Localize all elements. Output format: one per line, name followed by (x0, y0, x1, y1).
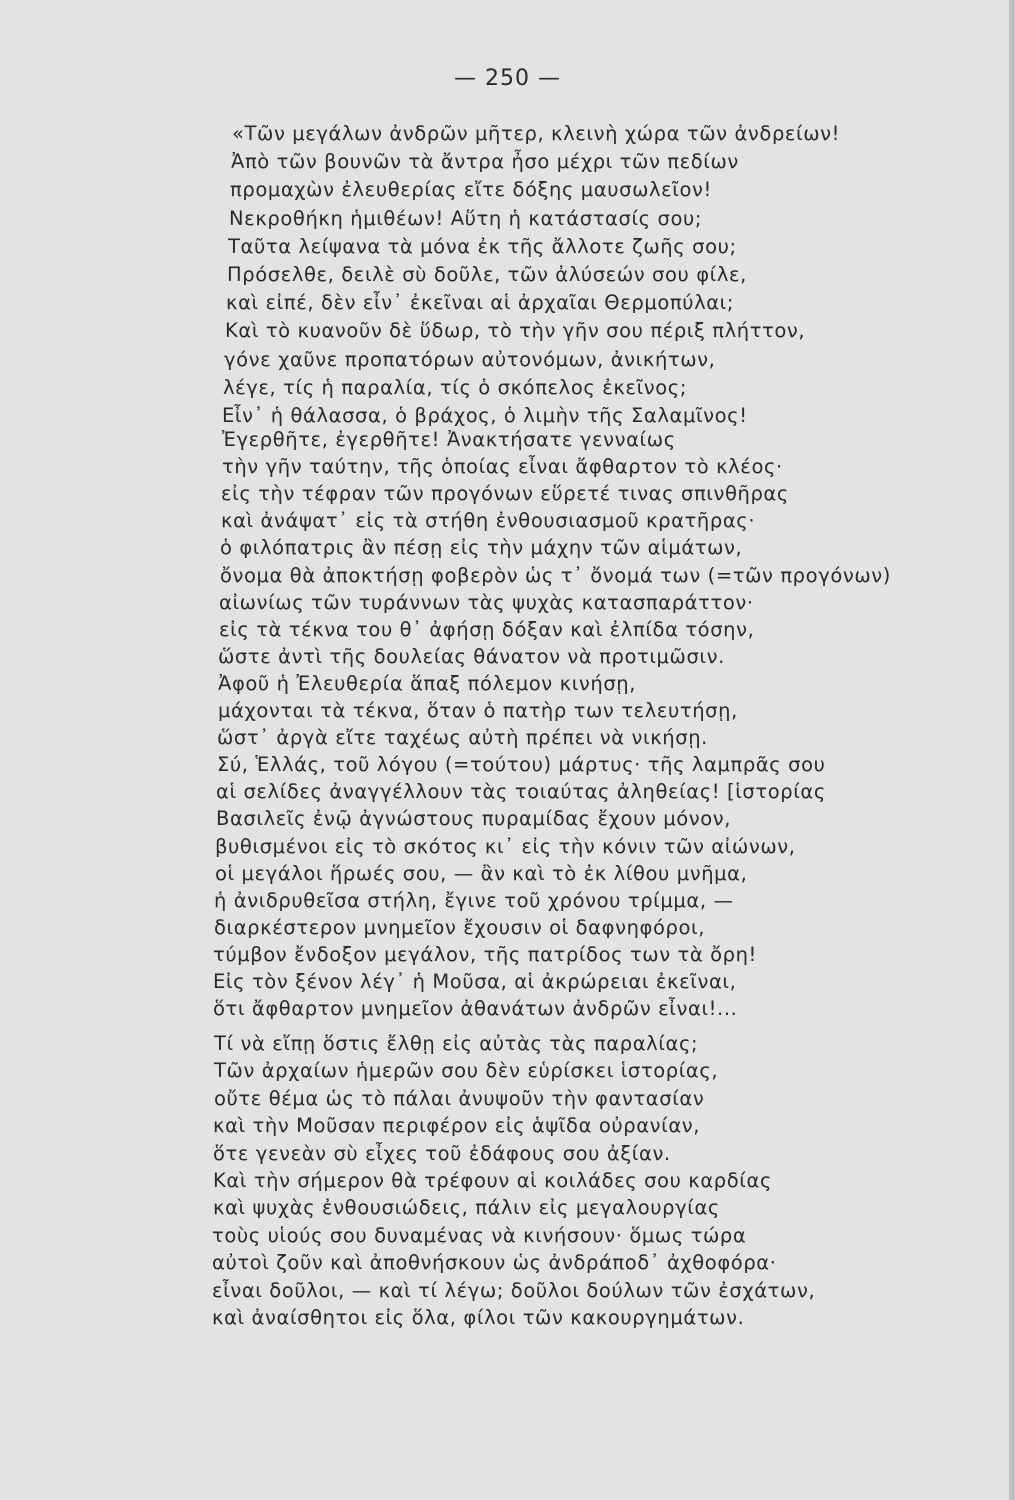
poem-line: γόνε χαῦνε προπατόρων αὐτονόμων, ἀνικήτων, (224, 347, 716, 371)
poem-line: Εἶν᾽ ἡ θάλασσα, ὁ βράχος, ὁ λιμὴν τῆς Σαλαμῖνος! (222, 404, 748, 427)
poem-line: καὶ ἀνάψατ᾽ εἰς τὰ στήθη ἐνθουσιασμοῦ κρατῆρας· (221, 509, 756, 533)
poem-line: διαρκέστερον μνημεῖον ἔχουσιν οἱ δαφνηφόροι, (214, 915, 706, 939)
poem-line: Τί νὰ εἴπῃ ὅστις ἔλθῃ εἰς αὐτὰς τὰς παραλίας; (214, 1032, 699, 1055)
poem-line: Καὶ τὸ κυανοῦν δὲ ὕδωρ, τὸ τὴν γῆν σου πέριξ πλήττον, (225, 319, 806, 343)
poem-line: Ταῦτα λείψανα τὰ μόνα ἐκ τῆς ἄλλοτε ζωῆς σου; (228, 234, 737, 258)
poem-line: οὔτε θέμα ὡς τὸ πάλαι ἀνυψοῦν τὴν φαντασίαν (214, 1086, 705, 1110)
poem-line: ὥστε ἀντὶ τῆς δουλείας θάνατον νὰ προτιμῶσιν. (218, 644, 725, 668)
poem-line: Βασιλεῖς ἐνῷ ἀγνώστους πυραμίδας ἔχουν μόνον, (216, 807, 732, 831)
poem-line: αἱ σελίδες ἀναγγέλλουν τὰς τοιαύτας ἀληθείας! [ἱστορίας (216, 780, 826, 804)
poem-line: Πρόσελθε, δειλὲ σὺ δοῦλε, τῶν ἀλύσεών σου φίλε, (227, 263, 747, 286)
poem-line: τοὺς υἱούς σου δυναμένας νὰ κινήσουν· ὅμως τώρα (212, 1223, 747, 1247)
poem-line: Σύ, Ἑλλάς, τοῦ λόγου (=τούτου) μάρτυς· τῆς λαμπρᾶς σου (217, 753, 826, 777)
poem-line: τύμβον ἔνδοξον μεγάλον, τῆς πατρίδος των τὰ ὄρη! (213, 942, 757, 966)
poem-line: Ἐγερθῆτε, ἐγερθῆτε! Ἀνακτήσατε γενναίως (222, 428, 676, 451)
poem-line: «Τῶν μεγάλων ἀνδρῶν μῆτερ, κλεινὴ χώρα τῶν ἀνδρείων! (232, 122, 841, 145)
poem-line: αὐτοὶ ζοῦν καὶ ἀποθνήσκουν ὡς ἀνδράποδ᾽ ἀχθοφόρα· (212, 1251, 777, 1275)
poem-line: αἰωνίως τῶν τυράννων τὰς ψυχὰς κατασπαράττον· (219, 590, 754, 614)
poem-line: μάχονται τὰ τέκνα, ὅταν ὁ πατὴρ των τελευτήσῃ, (218, 699, 738, 722)
poem-line: καὶ εἰπέ, δὲν εἶν᾽ ἐκεῖναι αἱ ἀρχαῖαι Θερμοπύλαι; (226, 291, 735, 315)
poem-line: προμαχὼν ἐλευθερίας εἴτε δόξης μαυσωλεῖον! (230, 178, 712, 202)
poem-line: Ἀφοῦ ἡ Ἐλευθερία ἅπαξ πόλεμον κινήσῃ, (218, 671, 637, 695)
poem-line: ὅτι ἄφθαρτον μνημεῖον ἀθανάτων ἀνδρῶν εἶναι!... (213, 997, 738, 1021)
poem-line: εἰς τὴν τέφραν τῶν προγόνων εὕρετέ τινας σπινθῆρας (221, 482, 789, 506)
poem-line: καὶ τὴν Μοῦσαν περιφέρον εἰς ἁψῖδα οὐρανίαν, (213, 1114, 701, 1138)
poem-line: ὄνομα θὰ ἀποκτήσῃ φοβερὸν ὡς τ᾽ ὄνομά των (=τῶν προγόνων) (220, 563, 891, 587)
poem-line: ὥστ᾽ ἀργὰ εἴτε ταχέως αὐτὴ πρέπει νὰ νικήσῃ. (217, 726, 708, 750)
poem-line: Ἀπὸ τῶν βουνῶν τὰ ἄντρα ἦσο μέχρι τῶν πεδίων (231, 150, 739, 174)
poem-line: ὅτε γενεὰν σὺ εἶχες τοῦ ἐδάφους σου ἀξίαν. (213, 1141, 671, 1165)
poem-line: Καὶ τὴν σήμερον θὰ τρέφουν αἱ κοιλάδες σου καρδίας (213, 1169, 773, 1192)
page-number: — 250 — (454, 66, 561, 91)
poem-line: εἰς τὰ τέκνα του θ᾽ ἀφήσῃ δόξαν καὶ ἐλπίδα τόσην, (219, 617, 755, 641)
poem-line: βυθισμένοι εἰς τὸ σκότος κι᾽ εἰς τὴν κόνιν τῶν αἰώνων, (215, 834, 796, 858)
poem-line: Τῶν ἀρχαίων ἡμερῶν σου δὲν εὑρίσκει ἱστορίας, (214, 1059, 719, 1083)
poem-line: Νεκροθήκη ἡμιθέων! Αὕτη ἡ κατάστασίς σου; (229, 206, 703, 230)
poem-line: ἡ ἀνιδρυθεῖσα στήλη, ἔγινε τοῦ χρόνου τρίμμα, — (214, 888, 734, 912)
poem-line: ὁ φιλόπατρις ἂν πέσῃ εἰς τὴν μάχην τῶν αἱμάτων, (220, 536, 743, 560)
poem-line: λέγε, τίς ἡ παραλία, τίς ὁ σκόπελος ἐκεῖνος; (223, 375, 688, 399)
poem-line: εἶναι δοῦλοι, — καὶ τί λέγω; δοῦλοι δούλων τῶν ἐσχάτων, (212, 1278, 816, 1302)
poem-line: τὴν γῆν ταύτην, τῆς ὁποίας εἶναι ἄφθαρτον τὸ κλέος· (222, 455, 783, 479)
poem-line: καὶ ἀναίσθητοι εἰς ὅλα, φίλοι τῶν κακουργημάτων. (212, 1306, 745, 1329)
poem-line: καὶ ψυχὰς ἐνθουσιώδεις, πάλιν εἰς μεγαλουργίας (213, 1196, 720, 1220)
poem-line: οἱ μεγάλοι ἥρωές σου, — ἂν καὶ τὸ ἐκ λίθου μνῆμα, (215, 861, 748, 885)
poem-line: Εἰς τὸν ξένον λέγ᾽ ἡ Μοῦσα, αἱ ἀκρώρειαι ἐκεῖναι, (213, 970, 737, 993)
